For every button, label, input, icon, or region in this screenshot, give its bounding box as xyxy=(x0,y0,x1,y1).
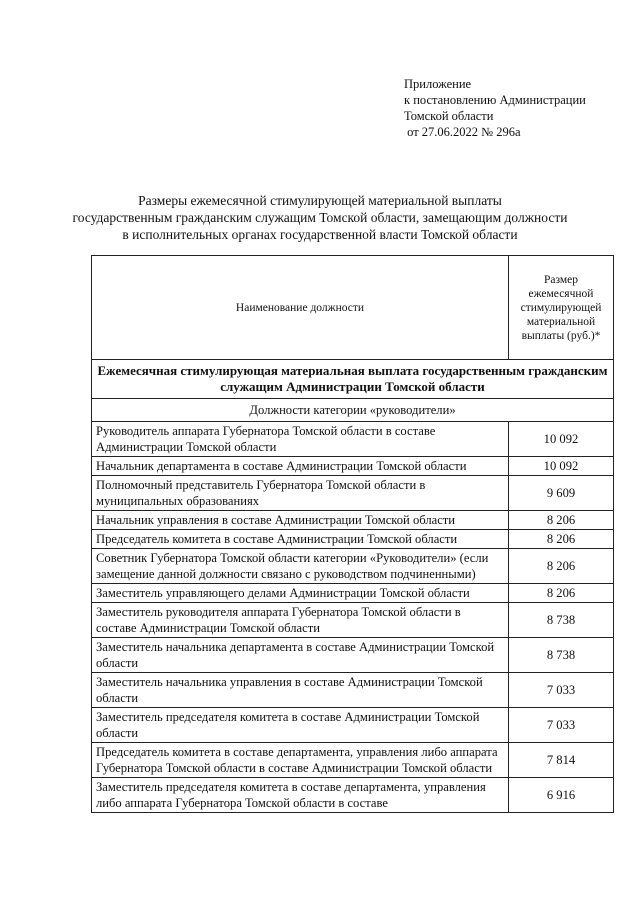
position-name: Начальник управления в составе Администрации Томской области xyxy=(92,511,509,530)
table-header-row xyxy=(92,256,614,360)
table-row xyxy=(92,549,614,584)
header-position-name: Наименование должности xyxy=(92,256,509,360)
payments-table xyxy=(91,255,614,813)
position-name: Заместитель управляющего делами Администрации Томской области xyxy=(92,584,509,603)
appendix-line: Приложение xyxy=(404,77,472,91)
payment-amount: 7 814 xyxy=(509,743,614,778)
position-name: Советник Губернатора Томской области категории «Руководители» (если замещение данной должности связано с руководством подчиненными) xyxy=(92,549,509,584)
table-row xyxy=(92,511,614,530)
payment-amount: 8 738 xyxy=(509,603,614,638)
appendix-line: Томской области xyxy=(404,109,494,123)
table-row xyxy=(92,743,614,778)
payment-amount: 8 738 xyxy=(509,638,614,673)
position-name: Начальник департамента в составе Администрации Томской области xyxy=(92,457,509,476)
position-name: Полномочный представитель Губернатора Томской области в муниципальных образованиях xyxy=(92,476,509,511)
section-title: Ежемесячная стимулирующая материальная выплата государственным гражданским служащим Администрации Томской области xyxy=(92,360,614,399)
position-name: Заместитель начальника управления в составе Администрации Томской области xyxy=(92,673,509,708)
header-payment-amount: Размер ежемесячной стимулирующей материальной выплаты (руб.)* xyxy=(509,256,614,360)
payment-amount: 9 609 xyxy=(509,476,614,511)
payment-amount: 8 206 xyxy=(509,584,614,603)
section-row xyxy=(92,360,614,399)
table-row xyxy=(92,638,614,673)
table-row xyxy=(92,422,614,457)
position-name: Заместитель председателя комитета в составе Администрации Томской области xyxy=(92,708,509,743)
payment-amount: 8 206 xyxy=(509,530,614,549)
table-row xyxy=(92,530,614,549)
table-row xyxy=(92,457,614,476)
appendix-line: к постановлению Администрации xyxy=(404,93,586,107)
table-row xyxy=(92,673,614,708)
payment-amount: 10 092 xyxy=(509,422,614,457)
table-row xyxy=(92,778,614,813)
payment-amount: 8 206 xyxy=(509,549,614,584)
title-line: Размеры ежемесячной стимулирующей материальной выплаты xyxy=(138,193,502,208)
title-line: в исполнительных органах государственной власти Томской области xyxy=(122,227,518,242)
payment-amount: 10 092 xyxy=(509,457,614,476)
table-row xyxy=(92,476,614,511)
position-name: Заместитель руководителя аппарата Губернатора Томской области в составе Администрации Томской области xyxy=(92,603,509,638)
position-name: Руководитель аппарата Губернатора Томской области в составе Администрации Томской области xyxy=(92,422,509,457)
table-row xyxy=(92,603,614,638)
position-name: Председатель комитета в составе департамента, управления либо аппарата Губернатора Томской области в составе Администрации Томской области xyxy=(92,743,509,778)
position-name: Заместитель начальника департамента в составе Администрации Томской области xyxy=(92,638,509,673)
payment-amount: 7 033 xyxy=(509,673,614,708)
document-title xyxy=(60,192,580,243)
position-name: Заместитель председателя комитета в составе департамента, управления либо аппарата Губернатора Томской области в составе xyxy=(92,778,509,813)
payment-amount: 6 916 xyxy=(509,778,614,813)
payment-amount: 7 033 xyxy=(509,708,614,743)
category-title: Должности категории «руководители» xyxy=(92,399,614,422)
position-name: Председатель комитета в составе Администрации Томской области xyxy=(92,530,509,549)
title-line: государственным гражданским служащим Томской области, замещающим должности xyxy=(72,210,568,225)
appendix-block xyxy=(404,76,586,140)
category-row xyxy=(92,399,614,422)
table-row xyxy=(92,708,614,743)
table-row xyxy=(92,584,614,603)
appendix-line: от 27.06.2022 № 296а xyxy=(404,125,521,139)
payment-amount: 8 206 xyxy=(509,511,614,530)
